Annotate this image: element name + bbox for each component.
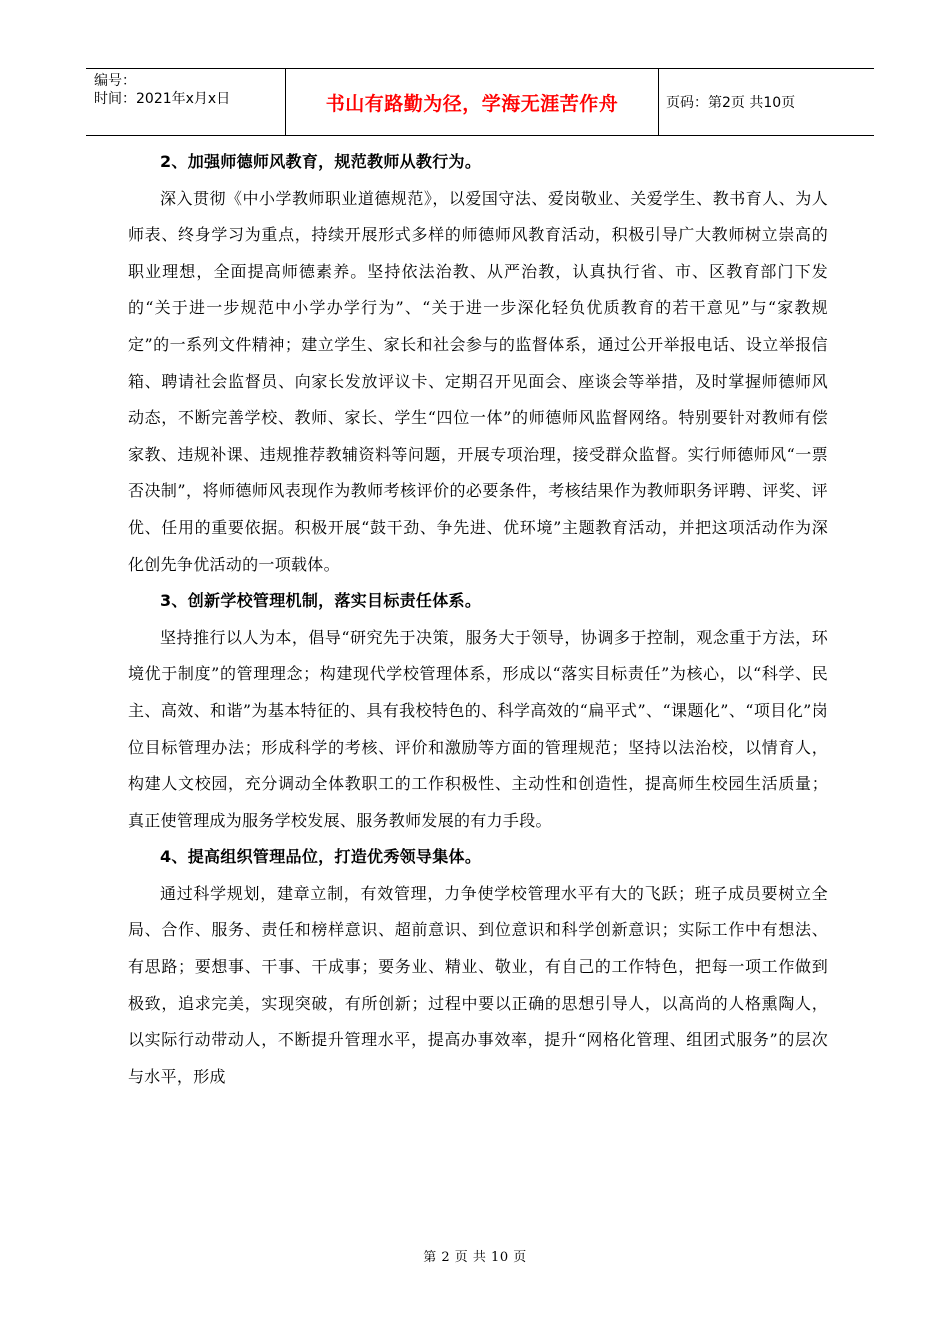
section-heading-3: 3、创新学校管理机制，落实目标责任体系。	[160, 591, 482, 611]
section-paragraph-4: 通过科学规划，建章立制，有效管理，力争使学校管理水平有大的飞跃；班子成员要树立全局、合作、服务、责任和榜样意识、超前意识、到位意识和科学创新意识；实际工作中有想法、有思路；要想事、干事、干成事；要务业、精业、敬业，有自己的工作特色，把每一项工作做到极致，追求完美，实现突破，有所创新；过程中要以正确的思想引导人，以高尚的人格熏陶人，以实际行动带动人，不断提升管理水平，提高办事效率，提升“网格化管理、组团式服务”的层次与水平，形成	[128, 883, 828, 1086]
section-heading-2: 2、加强师德师风教育，规范教师从教行为。	[160, 152, 482, 171]
header-meta-cell	[86, 69, 286, 135]
header-page-cell	[659, 69, 874, 135]
header-page-label: 页码：第2页 共10页	[666, 95, 796, 111]
document-number-label: 编号：	[94, 73, 136, 89]
header-motto-cell	[286, 69, 659, 135]
document-body	[128, 144, 828, 1095]
header-motto: 书山有路勤为径，学海无涯苦作舟	[325, 92, 619, 115]
section-paragraph-3: 坚持推行以人为本，倡导“研究先于决策，服务大于领导，协调多于控制，观念重于方法，环境优于制度”的管理理念；构建现代学校管理体系，形成以“落实目标责任”为核心，以“科学、民主、高效、和谐”为基本特征的、具有我校特色的、科学高效的“扁平式”、“课题化”、“项目化”岗位目标管理办法；形成科学的考核、评价和激励等方面的管理规范；坚持以法治校，以情育人，构建人文校园，充分调动全体教职工的工作积极性、主动性和创造性，提高师生校园生活质量；真正使管理成为服务学校发展、服务教师发展的有力手段。	[128, 627, 828, 830]
page-header	[86, 68, 874, 136]
section-paragraph-2: 深入贯彻《中小学教师职业道德规范》，以爱国守法、爱岗敬业、关爱学生、教书育人、为人师表、终身学习为重点，持续开展形式多样的师德师风教育活动，积极引导广大教师树立崇高的职业理想，全面提高师德素养。坚持依法治教、从严治教，认真执行省、市、区教育部门下发的“关于进一步规范中小学办学行为”、“关于进一步深化轻负优质教育的若干意见”与“家教规定”的一系列文件精神；建立学生、家长和社会参与的监督体系，通过公开举报电话、设立举报信箱、聘请社会监督员、向家长发放评议卡、定期召开见面会、座谈会等举措，及时掌握师德师风动态，不断完善学校、教师、家长、学生“四位一体”的师德师风监督网络。特别要针对教师有偿家教、违规补课、违规推荐教辅资料等问题，开展专项治理，接受群众监督。实行师德师风“一票否决制”，将师德师风表现作为教师考核评价的必要条件，考核结果作为教师职务评聘、评奖、评优、任用的重要依据。积极开展“鼓干劲、争先进、优环境”主题教育活动，并把这项活动作为深化创先争优活动的一项载体。	[128, 188, 828, 574]
page-footer	[0, 1246, 950, 1265]
document-time-label: 时间：2021年x月x日	[94, 91, 231, 107]
footer-page-number: 第 2 页 共 10 页	[423, 1250, 527, 1265]
section-heading-4: 4、提高组织管理品位，打造优秀领导集体。	[160, 847, 482, 867]
